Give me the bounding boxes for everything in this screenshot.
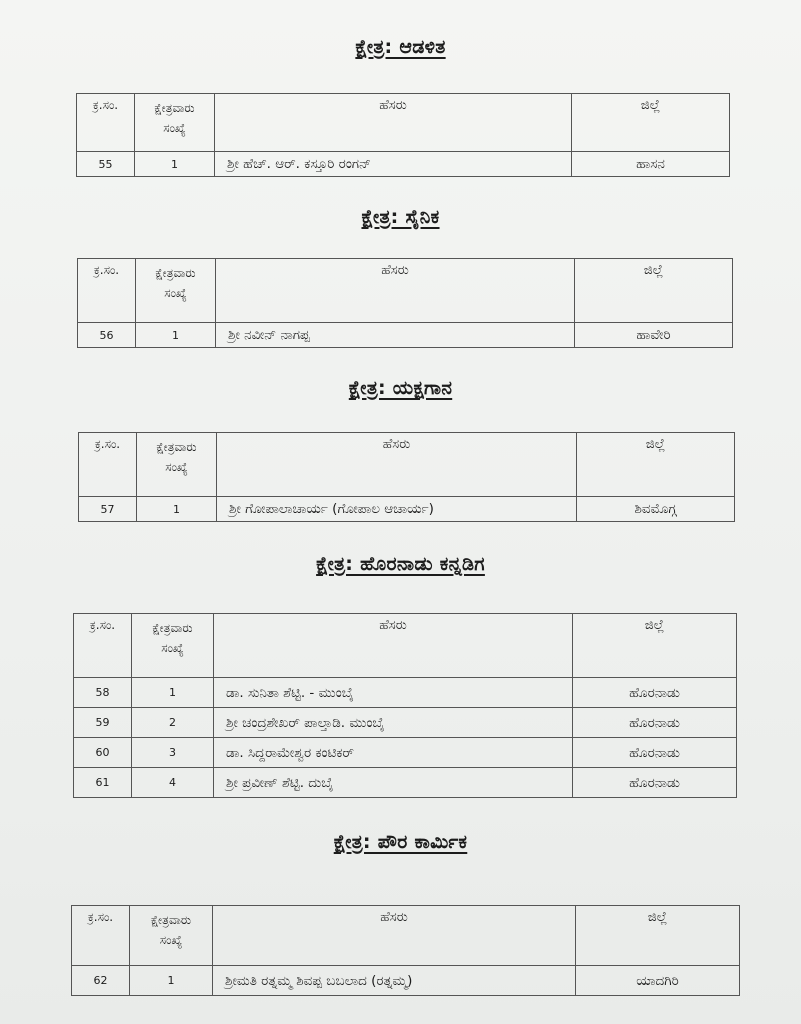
cell-field-sno: 1 xyxy=(132,678,214,708)
cell-name: ಶ್ರೀ ನವೀನ್ ನಾಗಪ್ಪ xyxy=(216,323,575,348)
header-sno: ಕ್ರ.ಸಂ. xyxy=(77,94,135,152)
header-name: ಹೆಸರು xyxy=(215,94,572,152)
cell-sno: 62 xyxy=(72,966,130,996)
table-row xyxy=(74,738,737,768)
cell-field-sno: 1 xyxy=(130,966,213,996)
header-district: ಜಿಲ್ಲೆ xyxy=(576,906,740,966)
cell-field-sno: 4 xyxy=(132,768,214,798)
table-header-row xyxy=(77,94,730,152)
table-row xyxy=(74,708,737,738)
table-header-row xyxy=(72,906,740,966)
cell-name: ಶ್ರೀ ಗೋಪಾಲಾಚಾರ್ಯ (ಗೋಪಾಲ ಆಚಾರ್ಯ) xyxy=(217,497,577,522)
awardee-table xyxy=(76,93,730,177)
header-sno: ಕ್ರ.ಸಂ. xyxy=(78,259,136,323)
table-header-row xyxy=(74,614,737,678)
table-row xyxy=(72,966,740,996)
cell-district: ಹೊರನಾಡು xyxy=(573,738,737,768)
header-district: ಜಿಲ್ಲೆ xyxy=(572,94,730,152)
cell-district: ಹಾಸನ xyxy=(572,152,730,177)
section-title: ಕ್ಷೇತ್ರ: ಯಕ್ಷಗಾನ xyxy=(348,377,453,399)
table-row xyxy=(79,497,735,522)
cell-field-sno: 3 xyxy=(132,738,214,768)
header-sno: ಕ್ರ.ಸಂ. xyxy=(74,614,132,678)
cell-sno: 59 xyxy=(74,708,132,738)
header-field-sno: ಕ್ಷೇತ್ರವಾರು ಸಂಖ್ಯೆ xyxy=(136,259,216,323)
header-field-sno: ಕ್ಷೇತ್ರವಾರು ಸಂಖ್ಯೆ xyxy=(130,906,213,966)
header-sno: ಕ್ರ.ಸಂ. xyxy=(79,433,137,497)
cell-district: ಯಾದಗಿರಿ xyxy=(576,966,740,996)
header-district: ಜಿಲ್ಲೆ xyxy=(575,259,733,323)
awardee-table xyxy=(78,432,735,522)
cell-name: ಡಾ. ಸುನಿತಾ ಶೆಟ್ಟಿ. - ಮುಂಬೈ xyxy=(214,678,573,708)
section-title: ಕ್ಷೇತ್ರ: ಆಡಳಿತ xyxy=(355,36,446,58)
header-name: ಹೆಸರು xyxy=(213,906,576,966)
cell-district: ಹೊರನಾಡು xyxy=(573,768,737,798)
header-sno: ಕ್ರ.ಸಂ. xyxy=(72,906,130,966)
cell-sno: 58 xyxy=(74,678,132,708)
cell-sno: 60 xyxy=(74,738,132,768)
header-name: ಹೆಸರು xyxy=(216,259,575,323)
cell-name: ಶ್ರೀ ಪ್ರವೀಣ್ ಶೆಟ್ಟಿ. ದುಬೈ xyxy=(214,768,573,798)
section-title: ಕ್ಷೇತ್ರ: ಸೈನಿಕ xyxy=(361,206,440,228)
header-field-sno: ಕ್ಷೇತ್ರವಾರು ಸಂಖ್ಯೆ xyxy=(135,94,215,152)
cell-name: ಶ್ರೀ ಹೆಚ್. ಆರ್. ಕಸ್ತೂರಿ ರಂಗನ್ xyxy=(215,152,572,177)
section-title: ಕ್ಷೇತ್ರ: ಹೊರನಾಡು ಕನ್ನಡಿಗ xyxy=(316,553,485,575)
cell-sno: 57 xyxy=(79,497,137,522)
cell-field-sno: 1 xyxy=(135,152,215,177)
header-name: ಹೆಸರು xyxy=(217,433,577,497)
cell-sno: 55 xyxy=(77,152,135,177)
table-header-row xyxy=(79,433,735,497)
awardee-table xyxy=(77,258,733,348)
awardee-table xyxy=(73,613,737,798)
cell-name: ಡಾ. ಸಿದ್ದರಾಮೇಶ್ವರ ಕಂಟಿಕರ್ xyxy=(214,738,573,768)
section-title: ಕ್ಷೇತ್ರ: ಪೌರ ಕಾರ್ಮಿಕ xyxy=(333,831,468,853)
cell-field-sno: 2 xyxy=(132,708,214,738)
table-row xyxy=(74,768,737,798)
table-row xyxy=(78,323,733,348)
cell-district: ಹೊರನಾಡು xyxy=(573,708,737,738)
cell-field-sno: 1 xyxy=(137,497,217,522)
header-name: ಹೆಸರು xyxy=(214,614,573,678)
header-field-sno: ಕ್ಷೇತ್ರವಾರು ಸಂಖ್ಯೆ xyxy=(132,614,214,678)
table-row xyxy=(74,678,737,708)
cell-sno: 61 xyxy=(74,768,132,798)
cell-sno: 56 xyxy=(78,323,136,348)
header-field-sno: ಕ್ಷೇತ್ರವಾರು ಸಂಖ್ಯೆ xyxy=(137,433,217,497)
header-district: ಜಿಲ್ಲೆ xyxy=(573,614,737,678)
cell-field-sno: 1 xyxy=(136,323,216,348)
cell-district: ಹೊರನಾಡು xyxy=(573,678,737,708)
table-row xyxy=(77,152,730,177)
cell-district: ಶಿವಮೊಗ್ಗ xyxy=(577,497,735,522)
cell-name: ಶ್ರೀಮತಿ ರತ್ನಮ್ಮ ಶಿವಪ್ಪ ಬಬಲಾದ (ರತ್ನಮ್ಮ) xyxy=(213,966,576,996)
header-district: ಜಿಲ್ಲೆ xyxy=(577,433,735,497)
cell-district: ಹಾವೇರಿ xyxy=(575,323,733,348)
cell-name: ಶ್ರೀ ಚಂದ್ರಶೇಖರ್ ಪಾಲ್ತಾಡಿ. ಮುಂಬೈ xyxy=(214,708,573,738)
table-header-row xyxy=(78,259,733,323)
awardee-table xyxy=(71,905,740,996)
